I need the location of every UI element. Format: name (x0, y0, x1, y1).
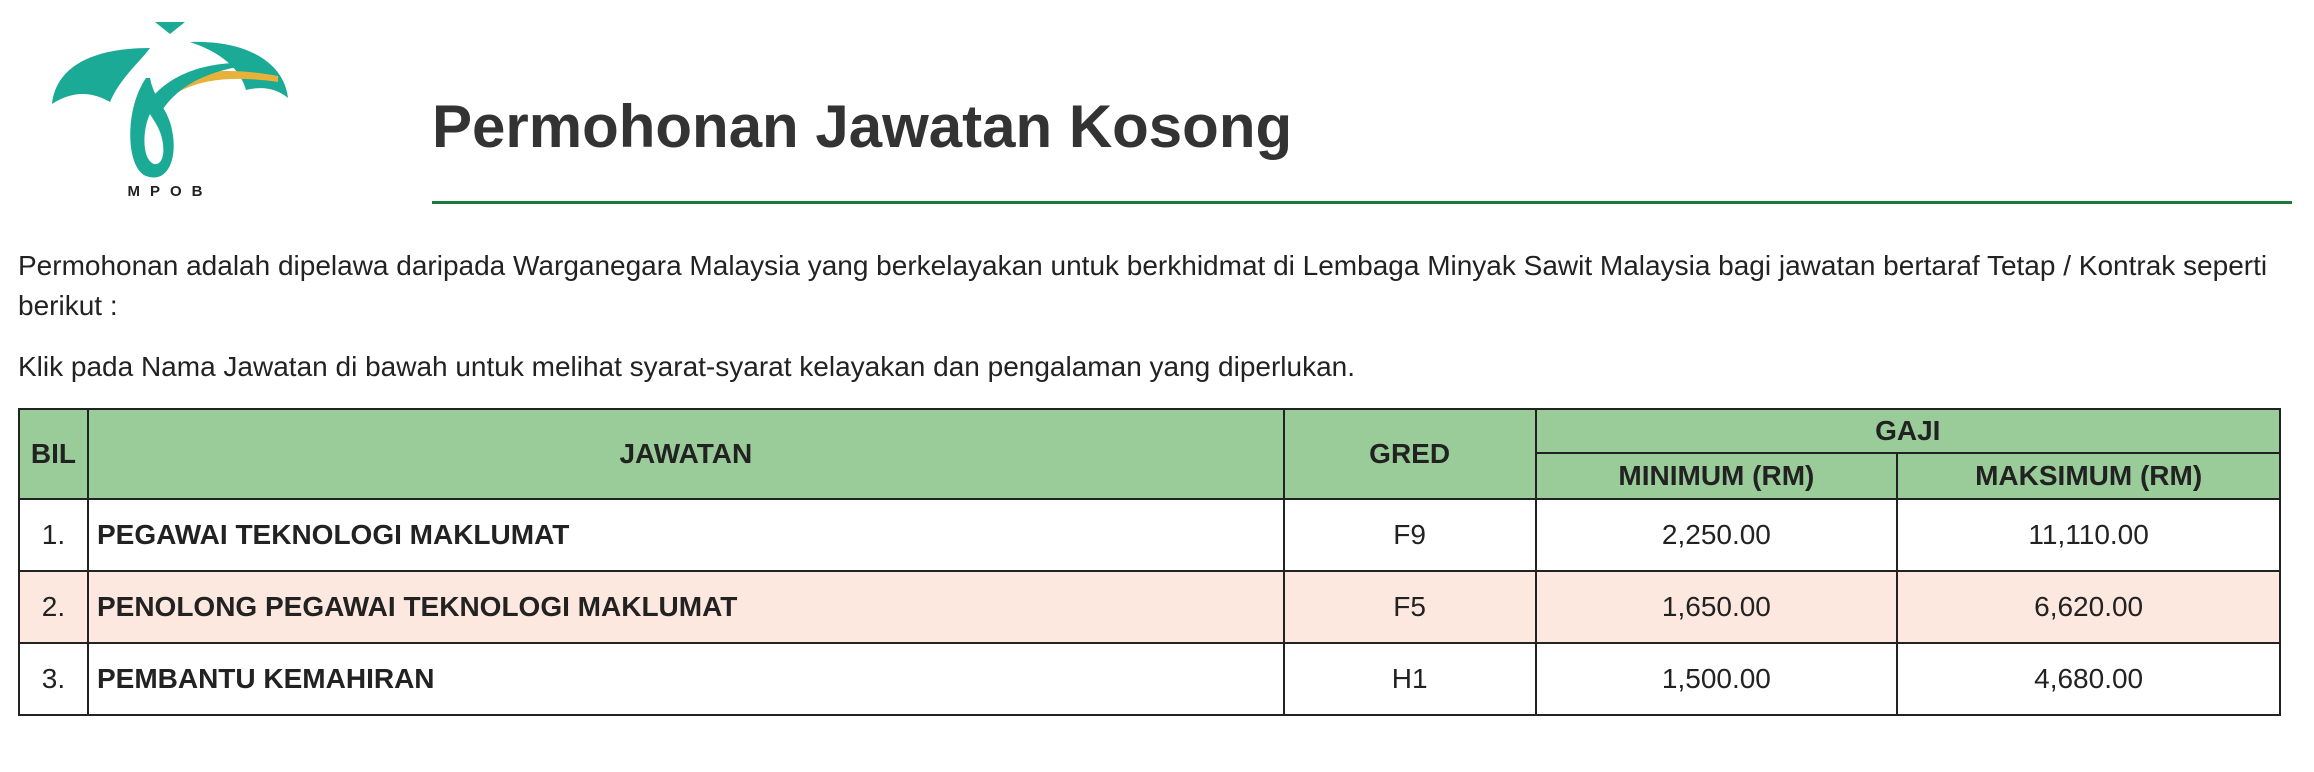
row-bil: 1. (19, 499, 88, 571)
logo-wordmark: MPOB (127, 183, 213, 198)
header-jawatan: JAWATAN (88, 409, 1284, 499)
job-title-cell (88, 499, 1284, 571)
row-bil: 3. (19, 643, 88, 715)
instruction-text: Klik pada Nama Jawatan di bawah untuk melihat syarat-syarat kelayakan dan pengalaman yang diperlukan. (18, 351, 1356, 382)
header-bil: BIL (19, 409, 88, 499)
row-maksimum: 6,620.00 (1897, 571, 2280, 643)
table-row (19, 571, 2280, 643)
table-header-row (19, 409, 2280, 453)
mpob-logo (50, 18, 290, 198)
row-gred: F5 (1284, 571, 1536, 643)
row-gred: H1 (1284, 643, 1536, 715)
job-title-link[interactable]: PEGAWAI TEKNOLOGI MAKLUMAT (96, 519, 570, 550)
row-minimum: 2,250.00 (1536, 499, 1898, 571)
row-gred: F9 (1284, 499, 1536, 571)
header-gaji: GAJI (1536, 409, 2280, 453)
header-minimum: MINIMUM (RM) (1536, 453, 1898, 499)
header-maksimum: MAKSIMUM (RM) (1897, 453, 2280, 499)
job-title-link[interactable]: PENOLONG PEGAWAI TEKNOLOGI MAKLUMAT (96, 591, 738, 622)
row-minimum: 1,500.00 (1536, 643, 1898, 715)
title-divider (432, 201, 2292, 204)
vacancy-table (18, 408, 2281, 716)
job-title-cell (88, 643, 1284, 715)
row-bil: 2. (19, 571, 88, 643)
table-row (19, 643, 2280, 715)
row-minimum: 1,650.00 (1536, 571, 1898, 643)
row-maksimum: 11,110.00 (1897, 499, 2280, 571)
header-gred: GRED (1284, 409, 1536, 499)
page-title: Permohonan Jawatan Kosong (432, 93, 1293, 160)
table-row (19, 499, 2280, 571)
job-title-cell (88, 571, 1284, 643)
intro-text: Permohonan adalah dipelawa daripada Warganegara Malaysia yang berkelayakan untuk berkhidmat di Lembaga Minyak Sawit Malaysia bagi jawatan bertaraf Tetap / Kontrak seperti berikut : (18, 250, 2268, 321)
mpob-logo-emblem (50, 18, 290, 198)
job-title-link[interactable]: PEMBANTU KEMAHIRAN (96, 663, 435, 694)
row-maksimum: 4,680.00 (1897, 643, 2280, 715)
